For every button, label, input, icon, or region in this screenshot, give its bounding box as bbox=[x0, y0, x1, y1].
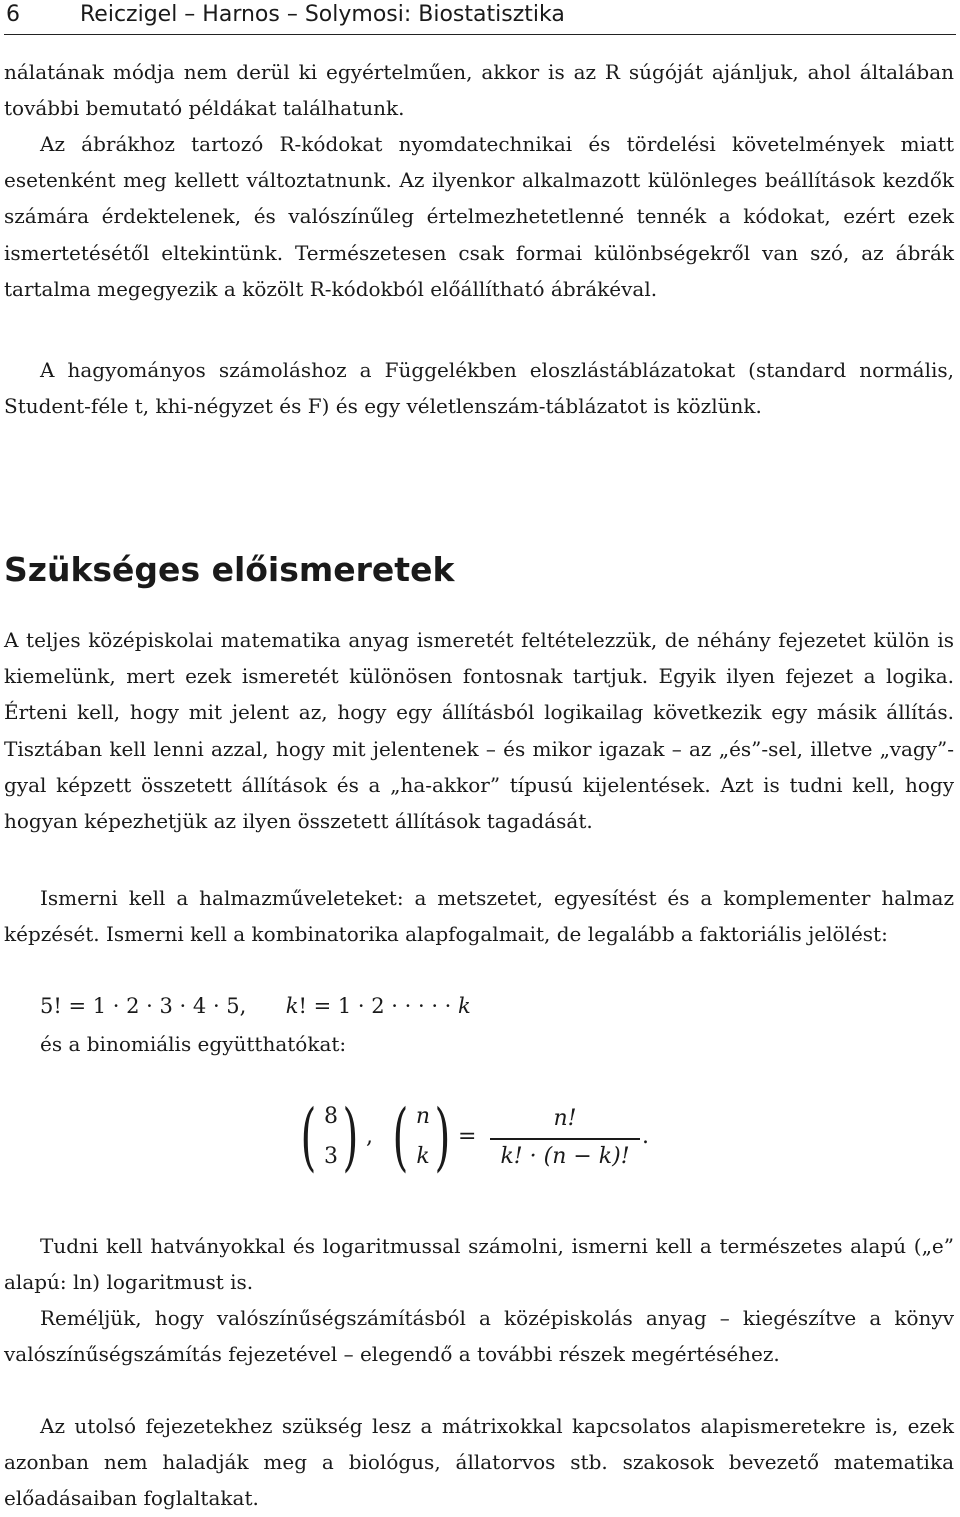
factorial-general: ! = 1 · 2 · · · · · bbox=[298, 994, 459, 1018]
fraction-denominator: k! · (n − k)! bbox=[500, 1144, 630, 1169]
factorial-formula bbox=[40, 988, 471, 1024]
paragraph: Ismerni kell a halmazműveleteket: a metszetet, egyesítést és a komplementer halmaz képzését. Ismerni kell a kombinatorika alapfogalmait, de legalább a faktoriális jelölést: bbox=[4, 886, 954, 947]
fraction-numerator: n! bbox=[553, 1106, 577, 1131]
running-header bbox=[4, 0, 956, 35]
paragraph: nálatának módja nem derül ki egyértelműen, akkor is az R súgóját ajánljuk, ahol általában további bemutató példákat találhatunk. bbox=[4, 60, 954, 121]
binomial-n-k: ( n k ) bbox=[392, 1094, 451, 1180]
binomial-lead-text: és a binomiális együtthatókat: bbox=[40, 1032, 347, 1056]
paragraph: Tudni kell hatványokkal és logaritmussal számolni, ismerni kell a természetes alapú („e” alapú: ln) logaritmust is. bbox=[4, 1234, 954, 1295]
paragraph: Az utolsó fejezetekhez szükség lesz a mátrixokkal kapcsolatos alapismeretekre is, ezek azonban nem haladják meg a biológus, állatorvos stb. szakosok bevezető matematika előadásaiban foglaltakat. bbox=[4, 1414, 954, 1511]
page-number: 6 bbox=[6, 2, 20, 27]
factorial-example: 5! = 1 · 2 · 3 · 4 · 5, bbox=[40, 994, 247, 1018]
binomial-formula bbox=[300, 1094, 700, 1190]
section-title: Szükséges előismeretek bbox=[4, 550, 455, 589]
period: . bbox=[642, 1124, 649, 1149]
paragraph: A teljes középiskolai matematika anyag ismeretét feltételezzük, de néhány fejezetet külön is kiemelünk, mert ezek ismeretét különösen fontosnak tartjuk. Egyik ilyen fejezet a logika. Érteni kell, hogy mit jelent az, hogy egy állításból logikailag következik egy másik állítás. Tisztában kell lenni azzal, hogy mit jelentenek – és mikor igazak – az „és”-sel, illetve „vagy”-gyal képzett összetett állítások és a „ha-akkor” típusú kijelentések. Azt is tudni kell, hogy hogyan képezhetjük az ilyen összetett állítások tagadását. bbox=[4, 628, 954, 834]
binomial-8-3: ( 8 3 ) bbox=[300, 1094, 359, 1180]
comma: , bbox=[366, 1124, 373, 1149]
paragraph: Az ábrákhoz tartozó R-kódokat nyomdatechnikai és tördelési követelmények miatt esetenként meg kellett változtatnunk. Az ilyenkor alkalmazott különleges beállítások kezdők számára érdektelenek, és valószínűleg értelmezhetetlenné tennék a kódokat, ezért ezek ismertetésétől eltekintünk. Természetesen csak formai különbségekről van szó, az ábrák tartalma megegyezik a közölt R-kódokból előállítható ábrákéval. bbox=[4, 132, 954, 301]
paragraph: Reméljük, hogy valószínűségszámításból a középiskolás anyag – kiegészítve a könyv valószínűségszámítás fejezetével – elegendő a további részek megértéséhez. bbox=[4, 1306, 954, 1367]
binom-bottom: 3 bbox=[324, 1144, 338, 1169]
binom-top: 8 bbox=[324, 1104, 338, 1129]
equals-sign: = bbox=[458, 1124, 477, 1149]
paragraph: A hagyományos számoláshoz a Függelékben eloszlástáblázatokat (standard normális, Student-féle t, khi-négyzet és F) és egy véletlenszám-táblázatot is közlünk. bbox=[4, 358, 954, 419]
variable-k: k bbox=[285, 994, 299, 1018]
variable-k: k bbox=[458, 994, 471, 1018]
fraction-bar bbox=[490, 1138, 640, 1140]
binom-top: n bbox=[415, 1104, 431, 1129]
binom-bottom: k bbox=[416, 1144, 430, 1169]
running-title: Reiczigel – Harnos – Solymosi: Biostatisztika bbox=[80, 2, 565, 27]
